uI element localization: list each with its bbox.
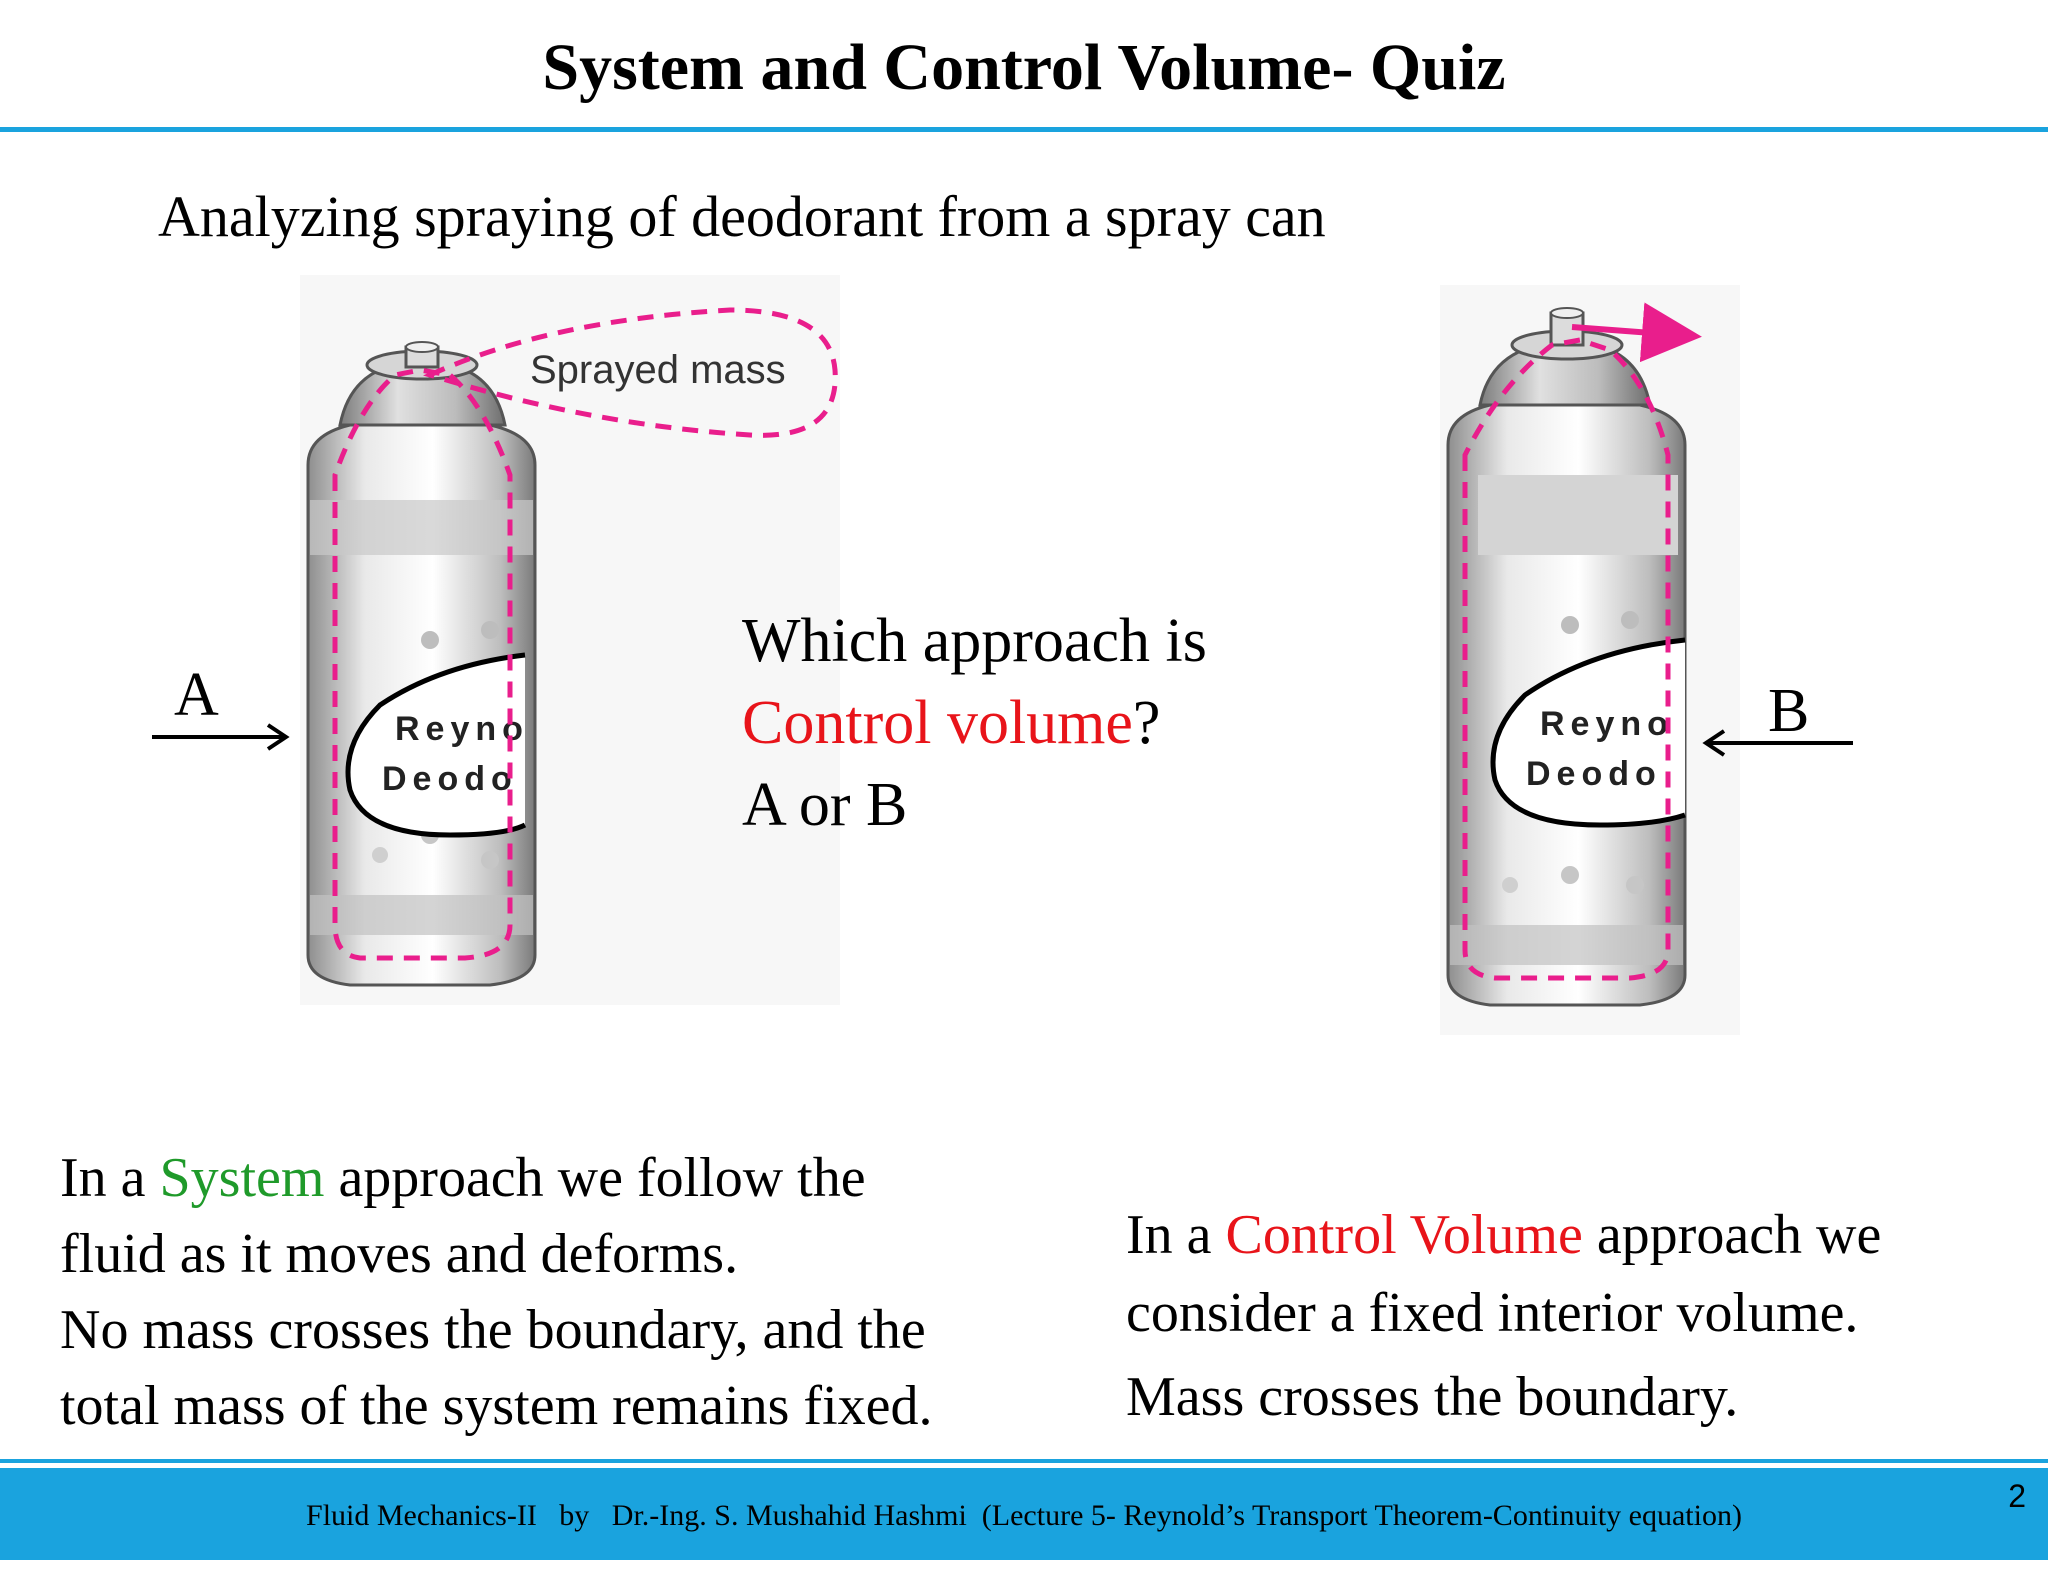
slide-title: System and Control Volume- Quiz: [542, 31, 1506, 104]
question-line2: [742, 682, 1207, 764]
can-label-line1: Reyno: [395, 710, 529, 748]
sprayed-mass-callout: Sprayed mass: [530, 348, 786, 392]
system-line3: No mass crosses the boundary, and the: [60, 1299, 926, 1361]
question-line1: Which approach is: [742, 607, 1207, 675]
cv-line3: Mass crosses the boundary.: [1126, 1366, 1739, 1428]
cv-highlight: Control Volume: [1225, 1204, 1583, 1266]
slide-subtitle: Analyzing spraying of deodorant from a spray can: [158, 184, 1326, 249]
question-mark: ?: [1132, 689, 1161, 757]
system-line4: total mass of the system remains fixed.: [60, 1375, 933, 1437]
system-approach-text: [60, 1140, 1070, 1444]
system-line1: In a System approach we follow the: [60, 1147, 866, 1209]
footer-divider: [0, 1459, 2048, 1463]
system-line2: fluid as it moves and deforms.: [60, 1223, 739, 1285]
cv-line2: consider a fixed interior volume.: [1126, 1282, 1859, 1344]
can-label-line1: Reyno: [1540, 705, 1674, 743]
title-divider: [0, 127, 2048, 132]
can-label-line2: Deodo: [382, 760, 518, 798]
question-line3: A or B: [742, 771, 908, 839]
question-highlight: Control volume: [742, 689, 1133, 757]
footer-text: Fluid Mechanics-II by Dr.-Ing. S. Mushahid Hashmi (Lecture 5- Reynold’s Transport Theorem-Continuity equation): [306, 1499, 1742, 1532]
label-a: A: [174, 661, 219, 729]
control-volume-approach-text: [1126, 1196, 2026, 1436]
quiz-question: [742, 600, 1207, 846]
arrow-b-icon: [1696, 728, 1856, 758]
system-highlight: System: [159, 1147, 325, 1209]
arrow-a-icon: [150, 722, 295, 752]
label-b: B: [1768, 677, 1810, 745]
can-label-line2: Deodo: [1526, 755, 1662, 793]
page-number: 2: [2008, 1478, 2026, 1514]
spray-can-control-volume-figure: [1440, 285, 1740, 1040]
cv-line1: In a Control Volume approach we: [1126, 1204, 1882, 1266]
